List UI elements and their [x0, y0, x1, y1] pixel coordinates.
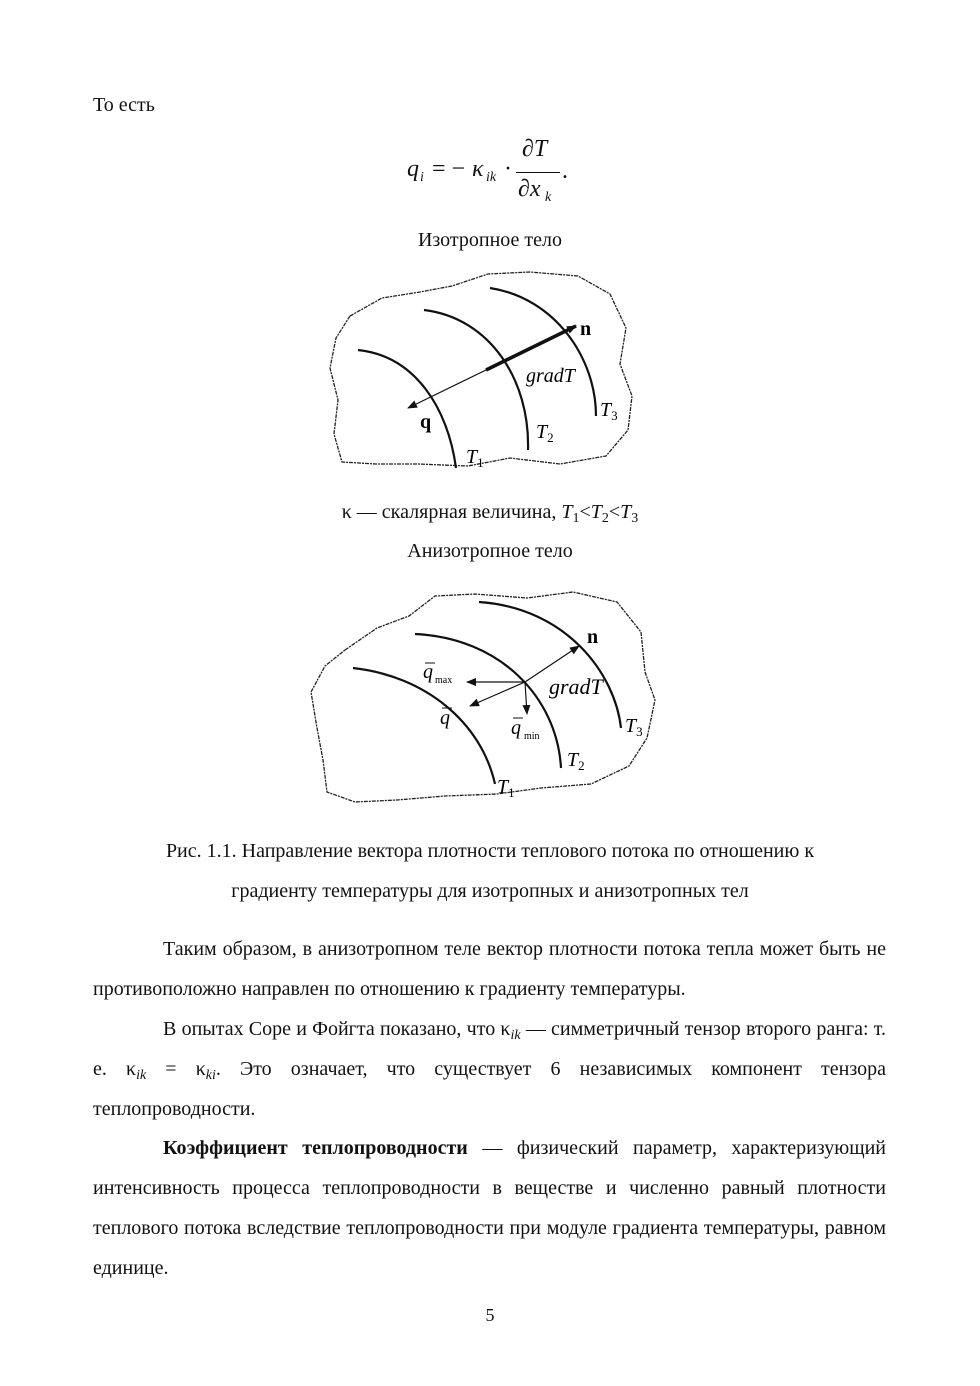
note-t2: T [590, 501, 602, 523]
formula [400, 128, 600, 218]
iso-label-grad: gradT [526, 365, 575, 387]
paragraph-2-sub3: ki [205, 1068, 216, 1083]
paragraph-1: Таким образом, в анизотропном теле вектор плотности потока тепла может быть не противоположно направлен по отношению к градиенту температуры. [93, 938, 886, 1000]
svg-text:q: q [440, 707, 450, 729]
svg-text:q: q [511, 717, 521, 739]
paragraph-3-rest: — физический параметр, характеризующий интенсивность процесса теплопроводности в веществе и численно равный плотности теплового потока вследствие теплопроводности при модуле градиента температуры, равном единице. [93, 1137, 887, 1279]
formula-q: q [407, 156, 419, 182]
paragraph-2-a: В опытах Соре и Фойгта показано, что κ [163, 1018, 511, 1040]
iso-isotherm-t1 [358, 350, 456, 468]
iso-isotherm-t3 [490, 288, 596, 416]
iso-label-q: q [420, 411, 432, 433]
formula-denominator: ∂x [518, 176, 541, 202]
paragraph-2-b: — симметричный тензор второго ранга: т. е. κ [93, 1018, 887, 1080]
aniso-label-grad: gradT [549, 674, 603, 699]
isotropic-diagram [320, 268, 650, 478]
note-t3: T [620, 501, 632, 523]
aniso-label-t2: $T_2$ [567, 749, 585, 773]
aniso-label-t1: $T_1$ [497, 776, 515, 800]
formula-numerator: ∂T [522, 136, 548, 162]
note-t1: T [561, 501, 573, 523]
formula-end: . [562, 158, 568, 184]
fraction-bar [516, 172, 560, 173]
aniso-isotherm-t2 [415, 634, 561, 768]
note-t2-sub: 2 [601, 511, 609, 526]
iso-label-n: n [580, 318, 592, 340]
paragraph-2 [93, 1009, 886, 1129]
figure-caption-line2: градиенту температуры для изотропных и анизотропных тел [231, 880, 749, 902]
note-t3-sub: 3 [631, 511, 639, 526]
iso-isotherm-t2 [424, 310, 528, 450]
aniso-body-outline [311, 592, 655, 802]
formula-kappa-sub: ik [486, 170, 497, 185]
paragraph-3 [93, 1128, 886, 1288]
iso-label-t1: $T_1$ [466, 446, 484, 470]
figure-caption-line1: Рис. 1.1. Направление вектора плотности теплового потока по отношению к [165, 840, 815, 862]
iso-grad-arrow [486, 326, 576, 370]
svg-text:q: q [423, 661, 433, 683]
intro-text: То есть [93, 94, 155, 116]
paragraph-2-sub2: ik [136, 1068, 147, 1083]
note-lt1: < [579, 501, 591, 523]
paragraph-2-sub1: ik [510, 1028, 521, 1043]
anisotropic-title: Анизотропное тело [407, 540, 573, 562]
paragraph-2-d: . Это означает, что существует 6 независимых компонент тензора теплопроводности. [93, 1058, 886, 1120]
svg-text:max: max [435, 675, 453, 686]
formula-kappa: κ [472, 156, 484, 182]
formula-den-sub: k [545, 190, 552, 205]
scalar-note-prefix: κ — скалярная величина, [341, 501, 562, 523]
note-lt2: < [608, 501, 621, 523]
iso-q-arrow [408, 370, 486, 408]
aniso-label-qmin [511, 717, 540, 742]
aniso-label-qmax [423, 661, 452, 686]
iso-label-t3: $T_3$ [600, 399, 618, 423]
note-t1-sub: 1 [572, 511, 580, 526]
scalar-note [0, 501, 980, 524]
formula-eq: = − [432, 156, 466, 182]
formula-dot: · [504, 156, 512, 182]
svg-text:min: min [524, 731, 540, 742]
aniso-q-arrow [470, 682, 525, 706]
paragraph-2-c: = κ [146, 1058, 206, 1080]
isotropic-title: Изотропное тело [417, 229, 563, 251]
aniso-qmin-arrow [525, 682, 527, 714]
iso-label-t2: $T_2$ [536, 421, 554, 445]
page-number: 5 [485, 1305, 495, 1325]
formula-q-sub: i [420, 170, 424, 185]
aniso-label-t3: $T_3$ [625, 715, 643, 739]
anisotropic-diagram [305, 588, 670, 810]
aniso-isotherm-t1 [353, 668, 495, 784]
aniso-label-n: n [587, 626, 599, 648]
term-thermal-conductivity: Коэффициент теплопроводности [163, 1137, 468, 1159]
